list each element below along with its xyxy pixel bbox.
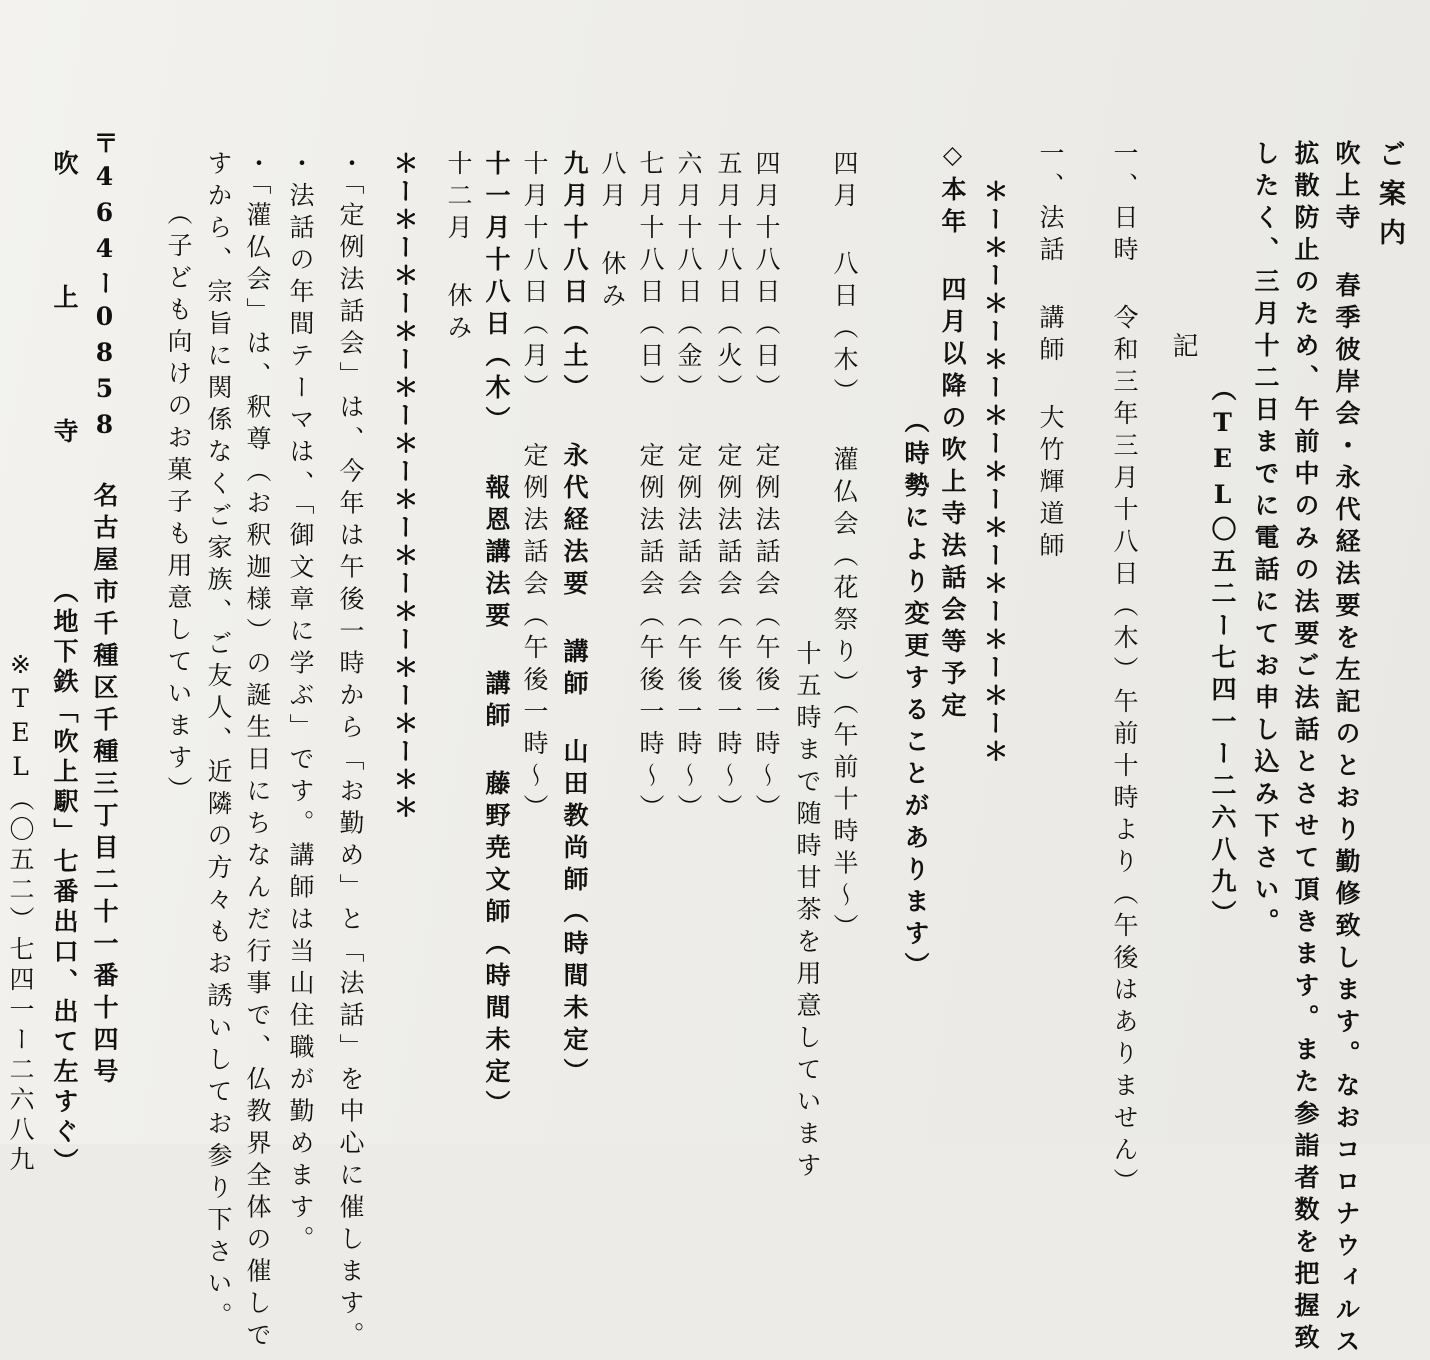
temple-address: 〒464ー0858 名古屋市千種区千種三丁目二十一番十四号 xyxy=(90,130,119,1090)
plan-note: （時勢により変更することがあります） xyxy=(901,408,930,984)
schedule-row: 七月十八日（日） 定例法話会（午後一時〜） xyxy=(636,150,665,826)
schedule-row: 六月十八日（金） 定例法話会（午後一時〜） xyxy=(674,150,703,826)
schedule-row: 十一月十八日（木） 報恩講法要 講師 藤野尭文師（時間未定） xyxy=(482,150,511,1122)
intro-line-1: 吹上寺 春季彼岸会・永代経法要を左記のとおり勤修致します。なおコロナウィルス xyxy=(1332,140,1361,1360)
note-line: ・「定例法話会」は、今年は午後一時から「お勤め」と「法話」を中心に催します。 xyxy=(336,150,365,1354)
phone-number: ※TEL（〇五二）七四一ー二六八九 xyxy=(6,650,35,1176)
note-line: （子ども向けのお菓子も用意しています） xyxy=(164,200,193,808)
schedule-row: 九月十八日（土） 永代経法要 講師 山田教尚師（時間未定） xyxy=(560,150,589,1090)
star-divider-2: ＊ー＊ー＊ー＊ー＊ー＊ー＊ー＊ー＊ー＊ー＊ー＊＊ xyxy=(390,150,419,822)
schedule-row: 八月 休み xyxy=(598,150,627,314)
temple-name: 吹 上 寺 xyxy=(50,150,79,483)
intro-line-2: 拡散防止のため、午前中のみの法要ご法話とさせて頂きます。また参詣者数を把握致 xyxy=(1291,140,1320,1356)
schedule-row: 十五時まで随時甘茶を用意しています xyxy=(793,640,822,1184)
intro-phone: （TEL〇五二ー七四一ー二六八九） xyxy=(1208,376,1237,932)
schedule-row: 十月十八日（月） 定例法話会（午後一時〜） xyxy=(520,150,549,826)
plan-heading: ◇本年 四月以降の吹上寺法話会等予定 xyxy=(938,140,967,724)
schedule-row: 十二月 休み xyxy=(444,150,473,346)
intro-line-3: したく、三月十二日までに電話にてお申し込み下さい。 xyxy=(1251,140,1280,940)
note-line: すから、宗旨に関係なくご家族、ご友人、近隣の方々もお誘いしてお参り下さい。 xyxy=(204,150,233,1334)
note-line: ・「灌仏会」は、釈尊（お釈迦様）の誕生日にちなんだ行事で、仏教界全体の催しで xyxy=(243,150,272,1354)
access-directions: （地下鉄「吹上駅」七番出口、出て左すぐ） xyxy=(50,578,79,1178)
ki-marker: 記 xyxy=(1168,332,1198,365)
schedule-row: 五月十八日（火） 定例法話会（午後一時〜） xyxy=(714,150,743,826)
schedule-row: 四月 八日（木） 灌仏会（花祭り）（午前十時半〜） xyxy=(830,150,859,946)
detail-date: 一、日時 令和三年三月十八日（木）午前十時より（午後はありません） xyxy=(1110,140,1139,1200)
star-divider-1: ＊ー＊ー＊ー＊ー＊ー＊ー＊ー＊ー＊ー＊ー＊ xyxy=(980,178,1009,766)
note-line: ・法話の年間テーマは、「御文章に学ぶ」です。講師は当山住職が勤めます。 xyxy=(286,150,315,1258)
schedule-row: 四月十八日（日） 定例法話会（午後一時〜） xyxy=(752,150,781,826)
document-title: ご案内 xyxy=(1374,140,1405,257)
detail-lecturer: 一、法話 講師 大竹輝道師 xyxy=(1036,140,1065,564)
